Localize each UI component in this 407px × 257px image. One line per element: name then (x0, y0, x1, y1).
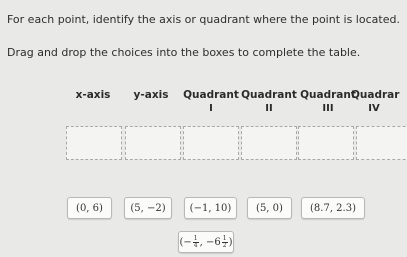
column-header-quadrant-3 (297, 88, 359, 116)
column-header-title: Quadrar (351, 89, 400, 101)
fraction-2 (222, 236, 228, 249)
fraction-2-numerator: 1 (222, 234, 227, 242)
fraction-1-denominator: 4 (193, 241, 198, 249)
fraction-open: (− (179, 236, 192, 248)
choice-chip[interactable]: (5, −2) (124, 197, 172, 219)
drop-box-quadrant-1[interactable] (183, 126, 239, 160)
column-header-sub: IV (368, 103, 380, 114)
choice-chip[interactable]: (−1, 10) (184, 197, 237, 219)
column-header-sub: I (209, 103, 213, 114)
column-header-sub: III (322, 103, 334, 114)
choice-chip[interactable]: (8.7, 2.3) (301, 197, 365, 219)
choice-chip-fraction[interactable] (178, 231, 234, 253)
fraction-2-denominator: 2 (222, 241, 227, 249)
drop-zone-row (66, 126, 407, 162)
column-header-quadrant-2 (238, 88, 300, 116)
fraction-1 (193, 236, 199, 249)
drop-box-quadrant-2[interactable] (241, 126, 297, 160)
choice-chip[interactable]: (0, 6) (67, 197, 112, 219)
drop-box-quadrant-3[interactable] (298, 126, 354, 160)
fraction-close: ) (228, 236, 233, 248)
choice-chip[interactable]: (5, 0) (247, 197, 292, 219)
instruction-line-1: For each point, identify the axis or quadrant where the point is located. (7, 13, 400, 26)
column-header-sub: II (265, 103, 273, 114)
drop-box-quadrant-4[interactable] (356, 126, 407, 160)
table-header-row (0, 88, 407, 120)
drop-box-y-axis[interactable] (125, 126, 181, 160)
column-header-quadrant-1 (180, 88, 242, 116)
fraction-1-numerator: 1 (193, 234, 198, 242)
column-header-title: Quadrant (300, 89, 356, 101)
drop-box-x-axis[interactable] (66, 126, 122, 160)
column-header-title: y-axis (133, 89, 169, 101)
fraction-middle: , −6 (199, 236, 221, 248)
column-header-title: x-axis (75, 89, 111, 101)
column-header-title: Quadrant (241, 89, 297, 101)
column-header-quadrant-4 (351, 88, 407, 116)
column-header-y-axis (120, 88, 182, 102)
instruction-line-2: Drag and drop the choices into the boxes to complete the table. (7, 46, 361, 59)
column-header-x-axis (62, 88, 124, 102)
column-header-title: Quadrant (183, 89, 239, 101)
